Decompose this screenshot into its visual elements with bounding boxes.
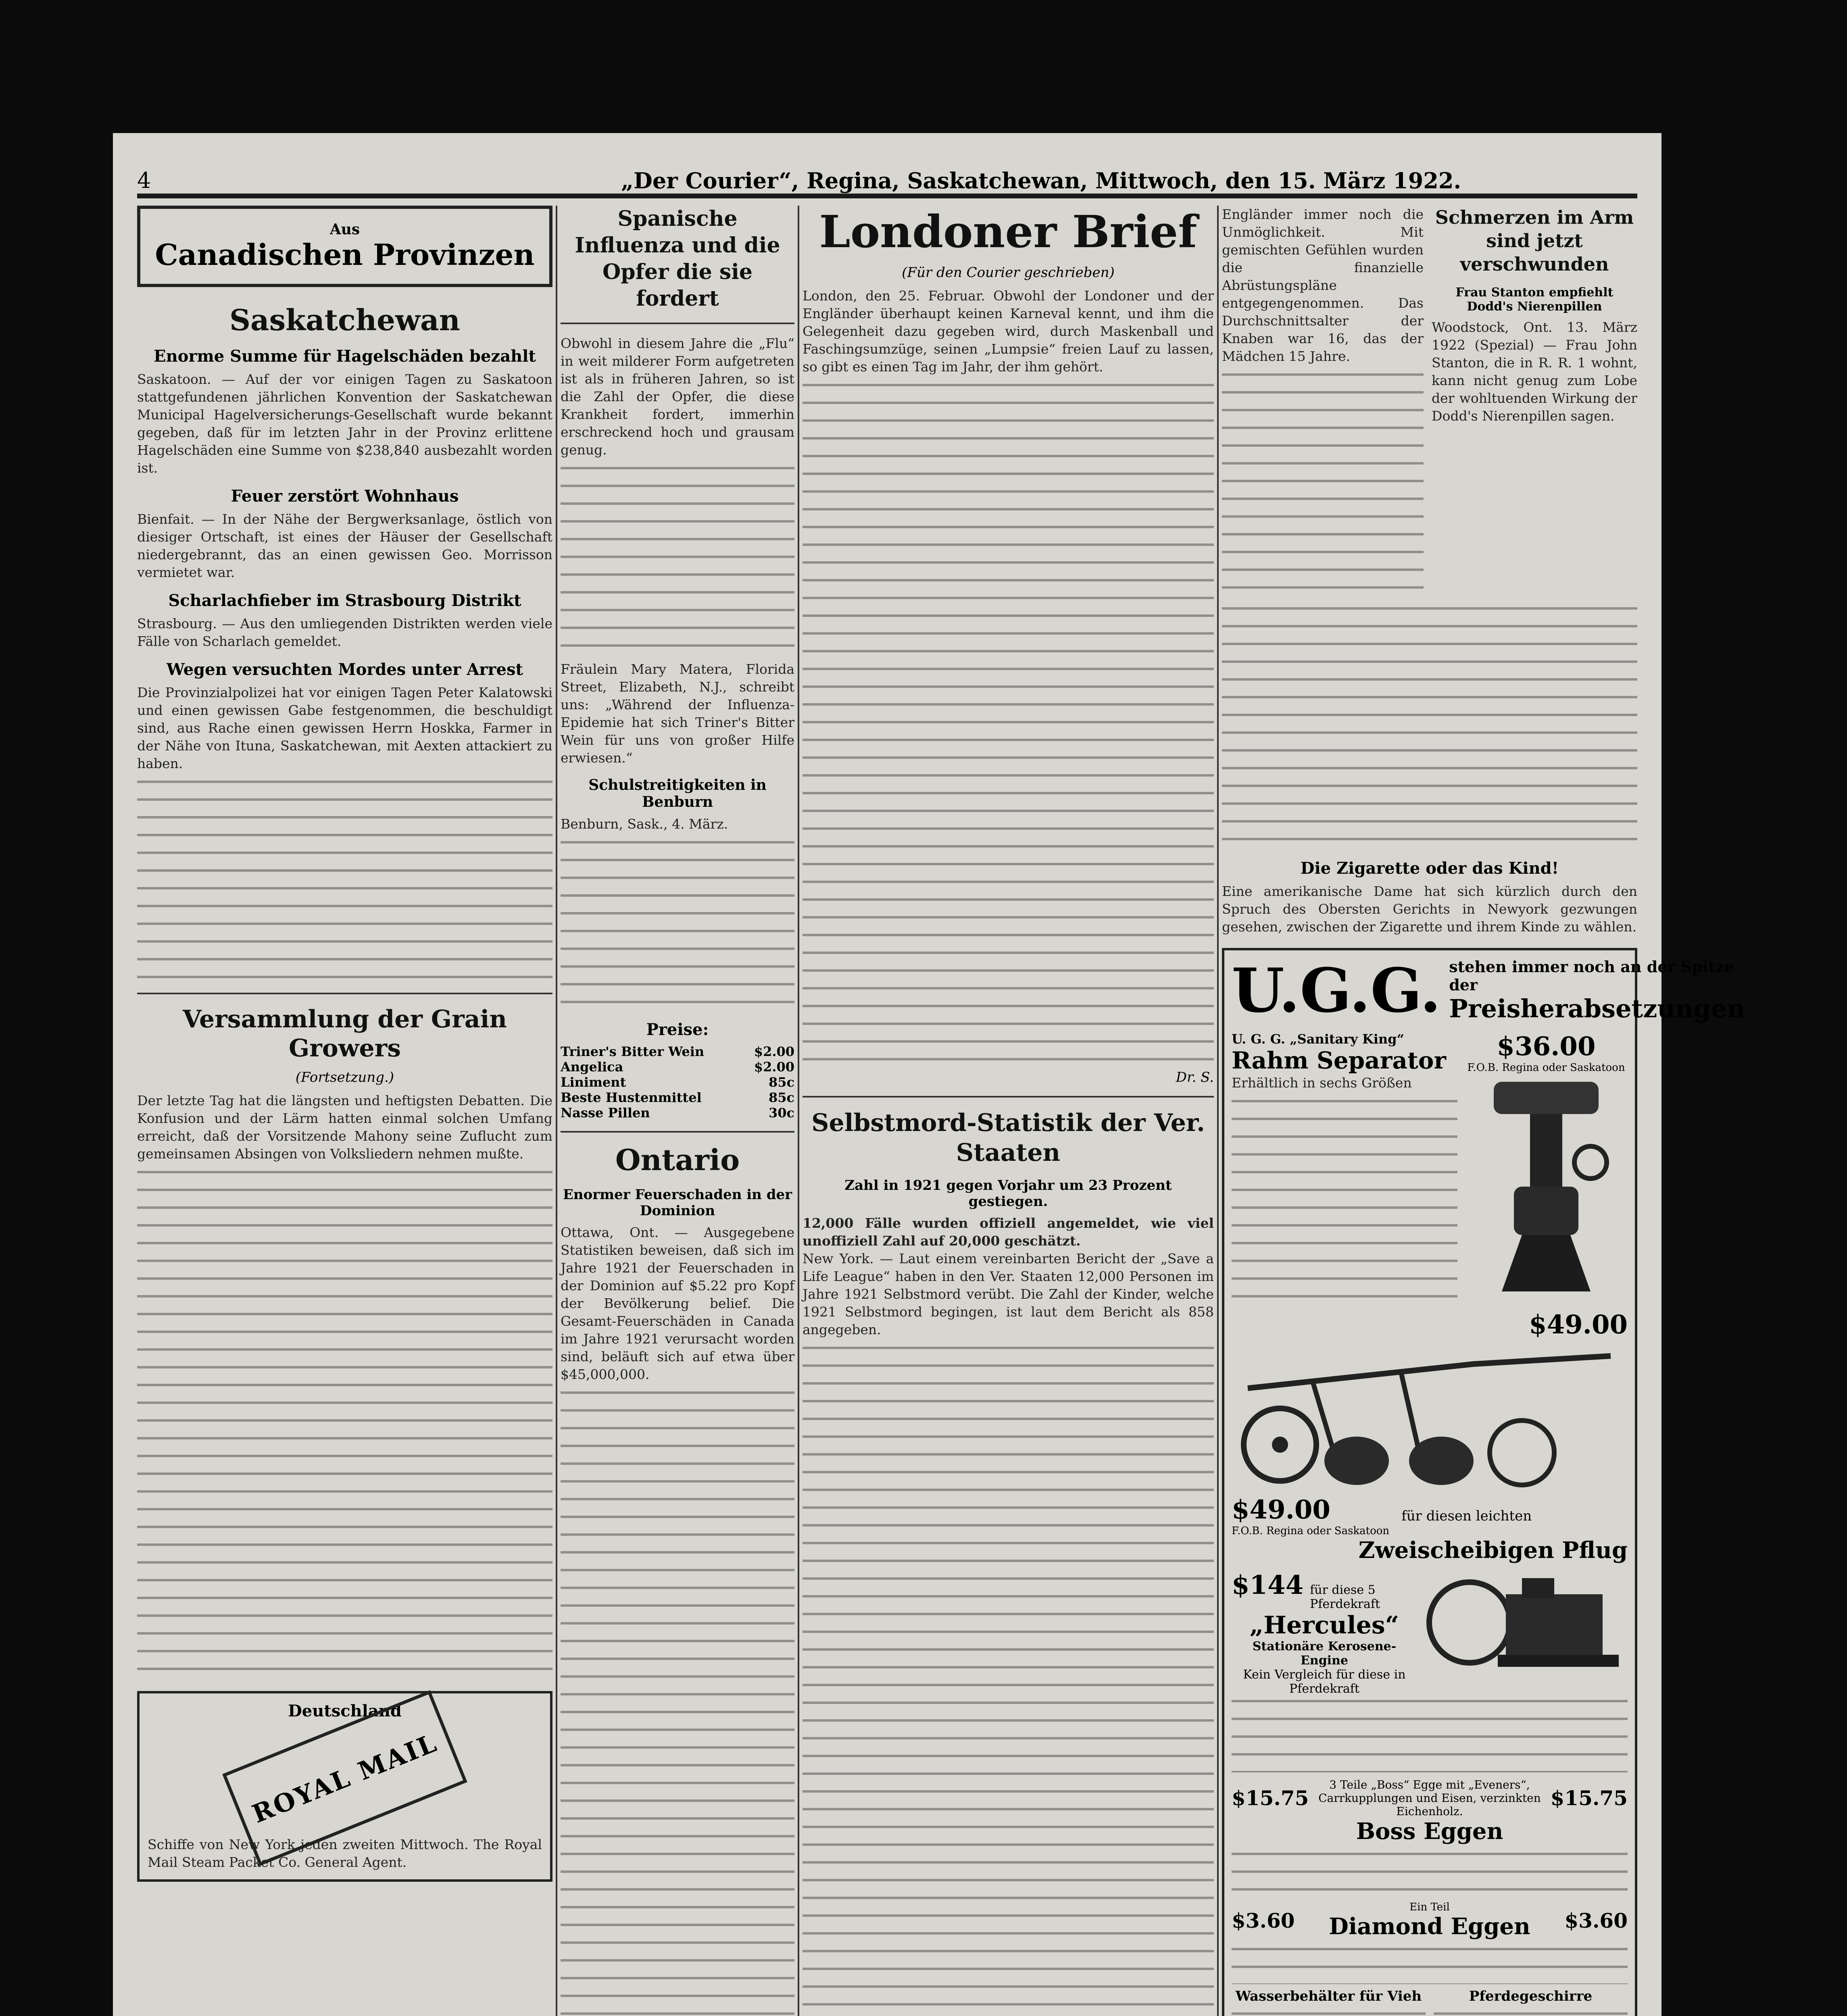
separator-ad (1232, 1031, 1628, 1310)
price-row: Liniment 85c (561, 1075, 794, 1090)
article-signature: Dr. S. (1176, 1069, 1214, 1085)
article-headline: Londoner Brief (819, 206, 1197, 258)
article-body: Obwohl in diesem Jahre die „Flu“ in weit milderer Form aufgetreten ist als in früheren Jahren, so ist die Zahl der Opfer, die diese Krankheit fordert, immerhin erschreckend hoch und grausam genug. (561, 335, 794, 458)
text-block (561, 1391, 794, 2016)
ad-header (1232, 955, 1745, 1026)
top-split (1222, 206, 1637, 599)
article-headline: Schmerzen im Arm sind jetzt verschwunden (1435, 206, 1634, 275)
column-rule (1217, 206, 1219, 2016)
price-list (561, 1044, 794, 1120)
separator-price: $36.00 (1497, 1031, 1596, 1062)
column-2 (561, 206, 794, 2016)
engine-for: für diese 5 Pferdekraft (1310, 1583, 1380, 1611)
article-headline: Schulstreitigkeiten in Benburn (588, 777, 767, 810)
diamond-label: Ein Teil (1409, 1901, 1450, 1913)
newspaper-page (113, 133, 1745, 2016)
diamond-title-wrap (1329, 1901, 1530, 1940)
diamond-title: Diamond Eggen (1329, 1913, 1530, 1940)
ad-title: Deutschland (288, 1702, 402, 1720)
price-row: Nasse Pillen 30c (561, 1105, 794, 1120)
ugg-advertisement (1222, 948, 1745, 2016)
separator-graphic (1466, 1031, 1627, 1310)
article-body: Saskatoon. — Auf der vor einigen Tagen zu Saskatoon stattgefundenen jährlichen Konvention der Saskatchewan Municipal Hagelversicherungs-Gesellschaft wurde bekannt gegeben, daß für im letzten Jahr in der Provinz erlittene Hagelschäden eine Summe von $238,840 ausbezahlt worden ist. (137, 371, 552, 476)
egg-table (1232, 1853, 1628, 1897)
column-rule (798, 206, 799, 2016)
ad-slogan-wrap (1449, 958, 1745, 1023)
text-block (137, 781, 552, 982)
royal-mail-stamp: ROYAL MAIL (222, 1690, 467, 1866)
article-headline: Spanische Influenza und die Opfer die sie fordert (575, 206, 780, 311)
ad-slogan: stehen immer noch an der Spitze der (1449, 958, 1734, 994)
stanton-article (1432, 206, 1637, 599)
column-4 (1222, 206, 1745, 2016)
harness-block (1434, 1988, 1628, 2016)
separator-table (1232, 1100, 1457, 1310)
article-body: Strasbourg. — Aus den umliegenden Distrikten werden viele Fälle von Scharlach gemeldet. (137, 616, 552, 649)
article-headline: Enormer Feuerschaden in der Dominion (563, 1187, 792, 1219)
article-body: Benburn, Sask., 4. März. (561, 816, 728, 832)
masthead-line: „Der Courier“, Regina, Saskatchewan, Mittwoch, den 15. März 1922. (621, 168, 1461, 194)
ugg-brand: U.G.G. (1232, 955, 1441, 1026)
article-subhead: Zahl in 1921 gegen Vorjahr um 23 Prozent gestiegen. (844, 1177, 1172, 1210)
egg-price: $15.75 (1232, 1786, 1309, 1810)
engine-ad (1232, 1570, 1628, 1696)
separator-label: U. G. G. „Sanitary King“ (1232, 1031, 1404, 1047)
water-text (1232, 2012, 1426, 2016)
diamond-row (1232, 1901, 1628, 1940)
water-harness-row (1232, 1988, 1628, 2016)
separator-note: Erhältlich in sechs Größen (1232, 1075, 1412, 1091)
article-body: Woodstock, Ont. 13. März 1922 (Spezial) — Frau John Stanton, die in R. R. 1 wohnt, kann nicht genug zum Lobe der wohltuenden Wirkung der Dodd's Nierenpillen sagen. (1432, 319, 1637, 424)
text-block (803, 384, 1214, 1069)
plow-row (1232, 1495, 1628, 1537)
diamond-table (1232, 1948, 1628, 1984)
article-body: New York. — Laut einem vereinbarten Bericht der „Save a Life League“ haben in den Ver. Staaten 12,000 Personen im Jahre 1921 Selbstmord verübt. Die Zahl der Kinder, welche 1921 Selbstmord begingen, ist laut dem Bericht als 858 angegeben. (803, 1251, 1214, 1337)
engine-name: „Hercules“ (1249, 1611, 1399, 1639)
article-subhead: (Für den Courier geschrieben) (902, 264, 1115, 281)
text-block (1222, 373, 1424, 599)
boss-eggen-title: Boss Eggen (1356, 1818, 1503, 1845)
page-header (137, 145, 1637, 198)
price-row: Beste Hustenmittel 85c (561, 1090, 794, 1105)
box-small-title: Aus (329, 221, 360, 238)
article-headline: Scharlachfieber im Strasbourg Distrikt (168, 591, 521, 610)
article-headline: Enorme Summe für Hagelschäden bezahlt (154, 347, 536, 366)
column-3 (803, 206, 1214, 2016)
box-big-title: Canadischen Provinzen (155, 237, 535, 272)
text-block (561, 467, 794, 660)
harness-title: Pferdegeschirre (1469, 1988, 1593, 2004)
separator-title: Rahm Separator (1232, 1047, 1446, 1074)
article-body: Bienfait. — In der Nähe der Bergwerksanlage, östlich von diesiger Ortschaft, ist eines der Häuser der Gesellschaft niedergebrannt, das an einen gewissen Geo. Morrisson vermietet war. (137, 511, 552, 580)
egg-line: 3 Teile „Boss“ Egge mit „Eveners“, Carrkupplungen und Eisen, verzinkten Eichenholz. (1318, 1778, 1541, 1818)
separator-text (1232, 1031, 1457, 1310)
article-body: Fräulein Mary Matera, Florida Street, Elizabeth, N.J., schreibt uns: „Während der Influenza-Epidemie hat sich Triner's Bitter Wein für uns von großer Hilfe erwiesen.“ (561, 661, 794, 766)
ad-text: Schiffe von New York jeden zweiten Mittwoch. The Royal Mail Steam Packet Co. General Agent. (148, 1837, 542, 1870)
plow-for: für diesen leichten (1401, 1508, 1532, 1524)
section-box (137, 206, 552, 287)
price-title: Preise: (646, 1020, 709, 1039)
water-block (1232, 1988, 1426, 2016)
text-block (803, 1347, 1214, 2016)
article-lead: 12,000 Fälle wurden offiziell angemeldet, wie viel unoffiziell Zahl auf 20,000 geschätzt. (803, 1215, 1214, 1249)
plow-price-top: $49.00 (1529, 1310, 1628, 1340)
article-body: Eine amerikanische Dame hat sich kürzlich durch den Spruch des Obersten Gerichts in Newyork gezwungen gesehen, zwischen der Zigarette und ihrem Kinde zu wählen. (1222, 883, 1637, 935)
engine-price-row (1232, 1570, 1417, 1611)
section-title: Ontario (615, 1143, 740, 1177)
price-row: Angelica $2.00 (561, 1059, 794, 1075)
text-block (561, 841, 794, 1010)
engine-sub: Stationäre Kerosene-Engine (1252, 1639, 1397, 1668)
egg-price-right: $15.75 (1550, 1786, 1628, 1810)
engine-table (1232, 1700, 1628, 1772)
engine-illustration (1425, 1570, 1627, 1675)
price-row: Triner's Bitter Wein $2.00 (561, 1044, 794, 1059)
article-body: Die Provinzialpolizei hat vor einigen Tagen Peter Kalatowski und einen gewissen Gabe festgenommen, die beschuldigt sind, aus Rache einen gewissen Herrn Hoskka, Farmer in der Nähe von Ituna, Saskatchewan, mit Aexten attackiert zu haben. (137, 685, 552, 771)
article-headline: Feuer zerstört Wohnhaus (231, 487, 459, 506)
article-headline: Wegen versuchten Mordes unter Arrest (167, 660, 523, 679)
column-rule (556, 206, 557, 2016)
plow-sub: F.O.B. Regina oder Saskatoon (1232, 1525, 1390, 1537)
cream-separator-illustration (1470, 1074, 1623, 1300)
ad-slogan-2: Preisherabsetzungen (1449, 994, 1745, 1023)
separator-sub: F.O.B. Regina oder Saskatoon (1467, 1062, 1625, 1074)
article-headline: Die Zigarette oder das Kind! (1300, 859, 1559, 878)
plow-illustration (1232, 1340, 1627, 1493)
column-1 (137, 206, 552, 2016)
plow-title: Zweischeibigen Pflug (1358, 1537, 1628, 1564)
plow-price-block (1232, 1495, 1389, 1537)
plow-price: $49.00 (1232, 1495, 1330, 1525)
harness-text (1434, 2012, 1628, 2016)
text-block (1222, 607, 1637, 849)
text-block (137, 1171, 552, 1675)
article-body: Der letzte Tag hat die längsten und heftigsten Debatten. Die Konfusion und der Lärm hatten einmal solchen Umfang erreicht, daß der Vorsitzende Mahony seine Zuflucht zum gemeinsamen Absingen von Volksliedern nehmen mußte. (137, 1093, 552, 1162)
section-title: Saskatchewan (229, 303, 460, 337)
diamond-price: $3.60 (1232, 1908, 1295, 1933)
engine-comparison: Kein Vergleich für diese in Pferdekraft (1243, 1668, 1406, 1696)
engine-price: $144 (1232, 1570, 1304, 1600)
engine-text (1232, 1570, 1417, 1696)
continued-text (1222, 206, 1424, 599)
page-number: 4 (137, 168, 151, 193)
article-subhead: Frau Stanton empfiehlt Dodd's Nierenpillen (1455, 285, 1614, 314)
water-title: Wasserbehälter für Vieh (1235, 1988, 1422, 2004)
egg-row (1232, 1778, 1628, 1818)
article-body: Engländer immer noch die Unmöglichkeit. Mit gemischten Gefühlen wurden die finanzielle Abrüstungspläne entgegengenommen. Das Durchschnittsalter der Knaben war 16, das der Mädchen 15 Jahre. (1222, 206, 1424, 364)
royal-mail-ad (137, 1691, 552, 1882)
diamond-price-right: $3.60 (1564, 1908, 1628, 1933)
article-subhead: (Fortsetzung.) (295, 1069, 394, 1085)
article-body: Ottawa, Ont. — Ausgegebene Statistiken beweisen, daß sich im Jahre 1921 der Feuerschaden in der Dominion auf $5.22 pro Kopf der Bevölkerung belief. Die Gesamt-Feuerschäden in Canada im Jahre 1921 verursacht worden sind, beläuft sich auf etwa über $45,000,000. (561, 1225, 794, 1382)
article-headline: Versammlung der Grain Growers (182, 1005, 507, 1062)
article-headline: Selbstmord-Statistik der Ver. Staaten (811, 1109, 1205, 1167)
article-body: London, den 25. Februar. Obwohl der Londoner und der Engländer überhaupt keinen Karneval kennt, und ihm die Gelegenheit dazu gegeben wird, durch Maskenball und Faschingsumzüge, seinen „Lumpsie“ freien Lauf zu lassen, so gibt es einen Tag im Jahr, der ihm gehört. (803, 288, 1214, 375)
